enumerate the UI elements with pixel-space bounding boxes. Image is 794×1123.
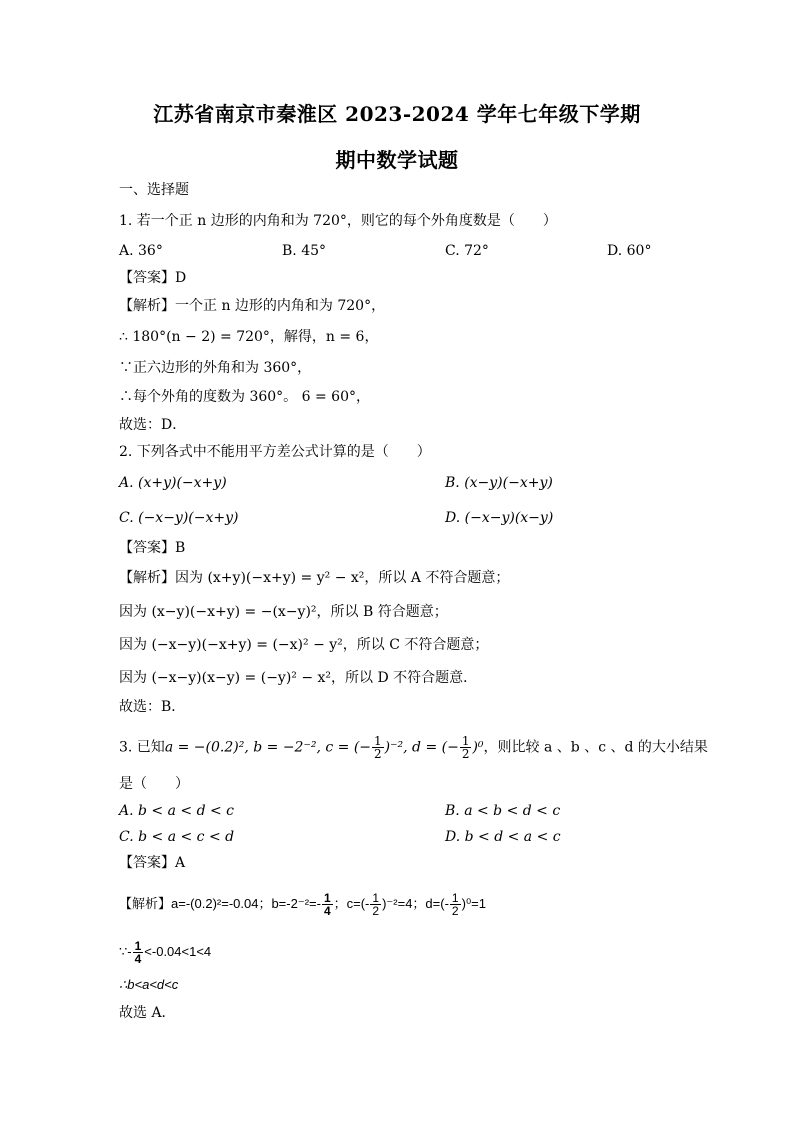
q3-analysis-1 [119, 892, 486, 917]
q3-stem-suffix: ，则比较 a 、b 、c 、d 的大小结果 [483, 739, 708, 756]
q2-option-a: A. (x+y)(−x+y) [119, 475, 227, 491]
section-heading: 一、选择题 [119, 182, 189, 198]
q1-option-c: C. 72° [445, 243, 489, 259]
q3-because-prefix: ∵- [119, 943, 132, 959]
q2-option-c: C. (−x−y)(−x+y) [119, 510, 239, 526]
q3-stem-line-2: 是（ ） [119, 776, 189, 792]
title-line-2: 期中数学试题 [335, 148, 459, 172]
q2-analysis-4: 因为 (−x−y)(x−y) = (−y)² − x²，所以 D 不符合题意． [119, 670, 478, 686]
q3-because-frac [133, 940, 144, 965]
q3-analysis-3: ∴b<a<d<c [119, 977, 179, 992]
q2-analysis-1: 【解析】因为 (x+y)(−x+y) = y² − x²，所以 A 不符合题意； [119, 570, 510, 586]
frac-numerator: 1 [323, 891, 331, 905]
q3-stem-frac-d [460, 735, 472, 760]
q1-stem: 1. 若一个正 n 边形的内角和为 720°，则它的每个外角度数是（ ） [119, 213, 557, 229]
q1-analysis-2: ∴ 180°(n − 2) = 720°，解得，n = 6， [119, 329, 379, 345]
q1-answer: 【答案】D [119, 270, 187, 286]
q3-analysis-prefix: 【解析】 [119, 895, 172, 911]
q2-analysis-3: 因为 (−x−y)(−x+y) = (−x)² − y²，所以 C 不符合题意； [119, 637, 489, 653]
q3-stem-frac-c [372, 735, 384, 760]
q1-option-b: B. 45° [282, 243, 327, 259]
q1-analysis-4: ∴每个外角的度数为 360°。 6 = 60°， [119, 389, 370, 405]
q2-option-d: D. (−x−y)(x−y) [445, 510, 554, 526]
q1-analysis-5: 故选：D． [119, 417, 187, 433]
q3-analysis-frac-b [322, 892, 333, 917]
q3-analysis-c: ；c=(- [333, 895, 370, 911]
frac-denominator: 2 [461, 747, 470, 761]
q3-stem-expr-c2: )⁰ [472, 739, 484, 756]
q2-option-b: B. (x−y)(−x+y) [445, 475, 553, 491]
q3-final: 故选 A． [119, 1005, 176, 1021]
q3-option-b: B. a < b < d < c [445, 803, 561, 819]
frac-denominator: 4 [323, 904, 331, 918]
q3-stem-expr-c1: )⁻², d = (− [384, 739, 459, 756]
frac-denominator: 2 [374, 747, 382, 761]
q3-option-c: C. b < a < c < d [119, 829, 235, 845]
q3-because-rest: <-0.04<1<4 [144, 943, 212, 959]
title-line-1: 江苏省南京市秦淮区 2023-2024 学年七年级下学期 [153, 102, 641, 126]
frac-numerator: 1 [374, 734, 382, 748]
q1-analysis-3: ∵正六边形的外角和为 360°， [119, 360, 312, 376]
frac-numerator: 1 [134, 939, 142, 953]
q3-analysis-c2: )⁻²=4；d=(- [382, 895, 449, 911]
q1-analysis-1: 【解析】一个正 n 边形的内角和为 720°， [119, 298, 386, 314]
q3-stem-expr-a: a = −(0.2)², b = −2⁻², c = (− [164, 739, 372, 756]
q1-option-d: D. 60° [607, 243, 652, 259]
frac-numerator: 1 [372, 891, 380, 905]
frac-denominator: 4 [134, 952, 142, 966]
q3-analysis-d: )⁰=1 [461, 895, 486, 911]
q2-stem: 2. 下列各式中不能用平方差公式计算的是（ ） [119, 444, 431, 460]
q3-analysis-frac-d [450, 892, 461, 917]
q3-option-a: A. b < a < d < c [119, 803, 235, 819]
frac-denominator: 2 [451, 904, 459, 918]
q2-analysis-2: 因为 (x−y)(−x+y) = −(x−y)²，所以 B 符合题意； [119, 604, 448, 620]
q3-answer: 【答案】A [119, 855, 186, 871]
frac-numerator: 1 [451, 891, 459, 905]
q1-option-a: A. 36° [119, 243, 163, 259]
frac-denominator: 2 [372, 904, 380, 918]
q3-analysis-a: a=-(0.2)²=-0.04；b=-2⁻²=- [171, 895, 321, 911]
q3-stem-prefix: 3. 已知 [119, 739, 165, 756]
q3-analysis-frac-c [370, 892, 381, 917]
q3-option-d: D. b < d < a < c [445, 829, 561, 845]
frac-numerator: 1 [461, 734, 470, 748]
q2-answer: 【答案】B [119, 540, 186, 556]
q3-stem-line-1 [119, 735, 708, 760]
q2-analysis-5: 故选：B． [119, 699, 186, 715]
q3-analysis-2 [119, 940, 211, 965]
